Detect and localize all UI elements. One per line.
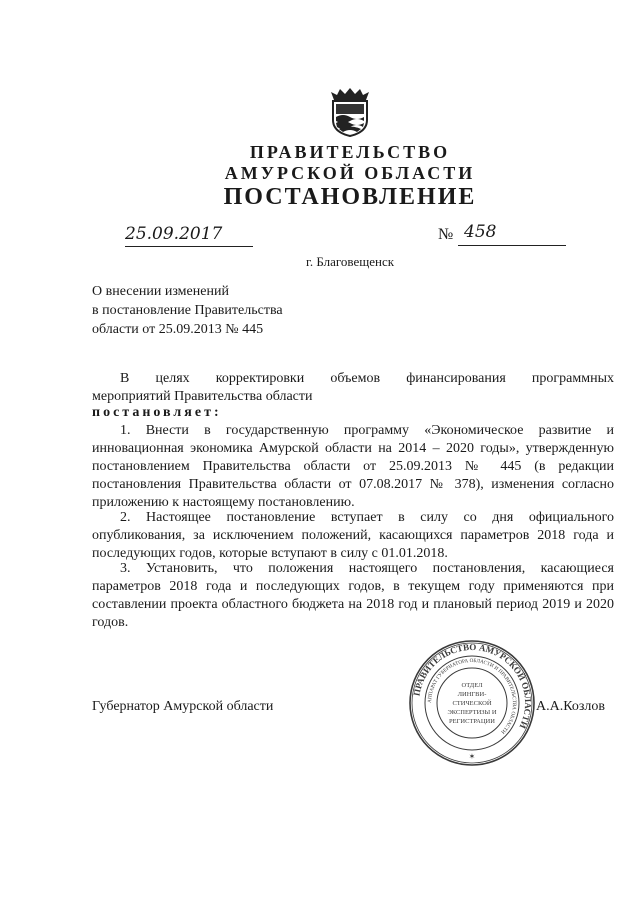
preamble-line: мероприятий Правительства области (92, 389, 313, 404)
document-subject (92, 282, 283, 339)
subject-line: О внесении изменений (92, 284, 229, 299)
star-icon: ✶ (468, 752, 476, 761)
org-name-line1: ПРАВИТЕЛЬСТВО (249, 142, 451, 162)
subject-line: в постановление Правительства (92, 303, 283, 318)
decree-word: постановляет: (92, 405, 222, 420)
city-name: г. Благовещенск (305, 254, 395, 269)
document-type: ПОСТАНОВЛЕНИЕ (223, 184, 477, 210)
official-stamp (407, 638, 537, 768)
signatory-name: А.А.Козлов (536, 699, 605, 714)
signatory-position: Губернатор Амурской области (92, 699, 274, 714)
coat-of-arms-icon (327, 86, 373, 138)
paragraph-2: 2. Настоящее постановление вступает в силу со дня официального опубликования, за исключением положений, касающихся параметров 2018 года и последующих годов, которые вступают в силу с 01.01.2018. (92, 510, 614, 561)
stamp-center-line: ОТДЕЛ (461, 682, 483, 689)
stamp-inner-ring-text: АППАРАТ ГУБЕРНАТОРА ОБЛАСТИ И ПРАВИТЕЛЬСТВА ОБЛАСТИ (426, 657, 518, 735)
stamp-ring-text: ПРАВИТЕЛЬСТВО АМУРСКОЙ ОБЛАСТИ (411, 641, 534, 731)
stamp-center-line: СТИЧЕСКОЙ (452, 700, 492, 707)
stamp-center-line: ЛИНГВИ- (457, 691, 487, 698)
document-date: 25.09.2017 (125, 224, 253, 247)
paragraph-3: 3. Установить, что положения настоящего постановления, касающиеся параметров 2018 года и последующих годов, в текущем году применяются при составлении проекта областного бюджета на 2018 год и плановый период 2019 и 2020 годов. (92, 561, 614, 630)
stamp-center-line: РЕГИСТРАЦИИ (449, 718, 495, 725)
subject-line: области от 25.09.2013 № 445 (92, 322, 264, 337)
stamp-center-line: ЭКСПЕРТИЗЫ И (447, 709, 497, 716)
preamble (92, 370, 614, 406)
number-label: № (438, 226, 454, 243)
document-number: 458 (458, 222, 566, 246)
org-name-line2: АМУРСКОЙ ОБЛАСТИ (224, 163, 476, 183)
paragraph-1: 1. Внести в государственную программу «Экономическое развитие и инновационная экономика Амурской области на 2014 – 2020 годы», утвержденную постановлением Правительства области от 25.09.2013 № 445 (в редакции постановления Правительства области от 07.08.2017 № 378), изменения согласно приложению к настоящему постановлению. (92, 423, 614, 510)
preamble-line: В целях корректировки объемов финансирования программных (120, 371, 614, 386)
